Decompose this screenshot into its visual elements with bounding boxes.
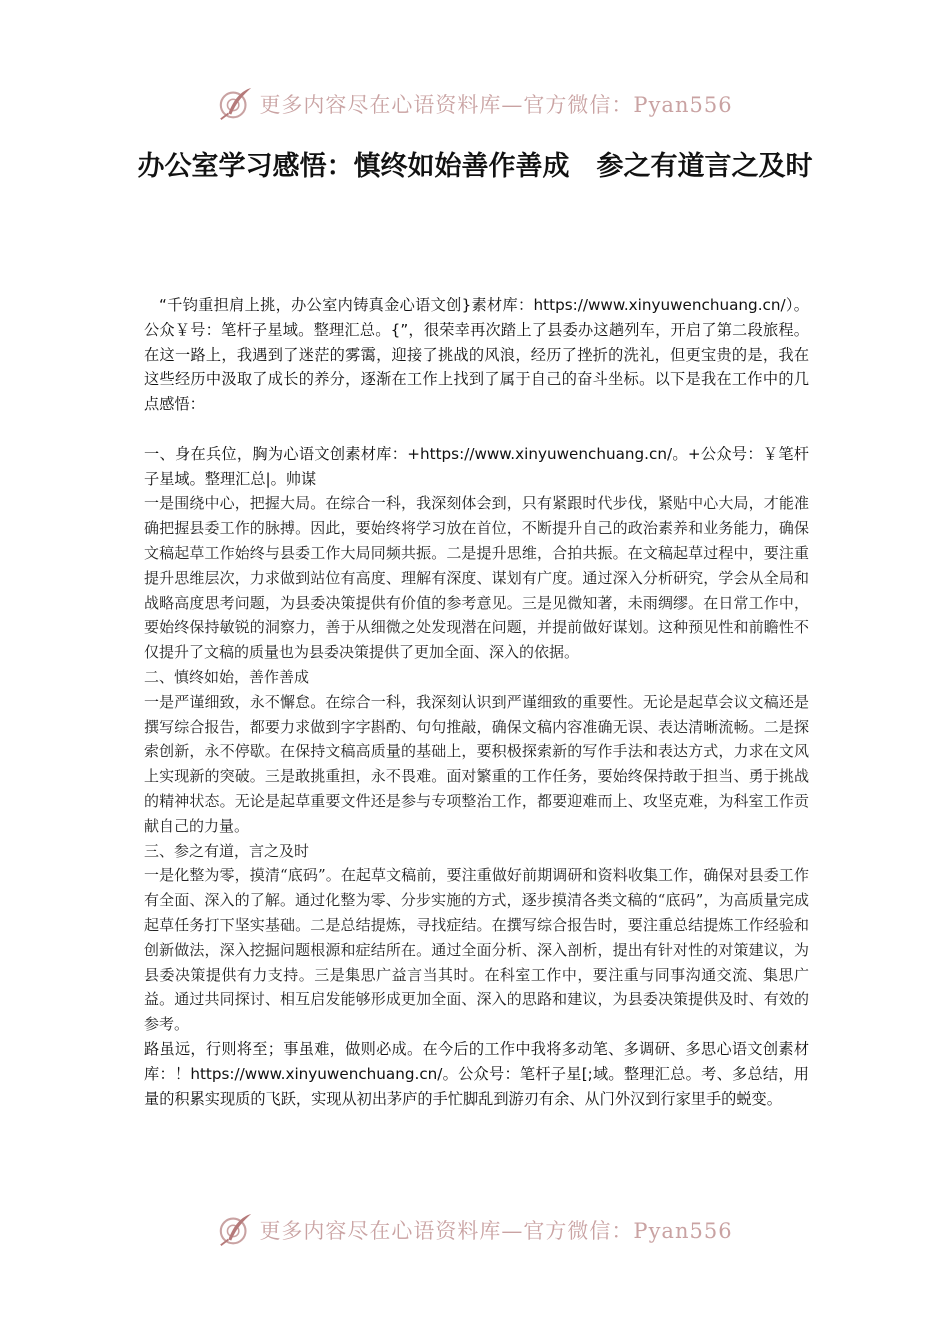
footer-banner	[0, 1208, 950, 1252]
conclusion-paragraph: 路虽远，行则将至；事虽难，做则必成。在今后的工作中我将多动笔、多调研、多思心语文创素材库：！https://www.xinyuwenchuang.cn/。公众号：笔杆子星[;域。整理汇总。考、多总结，用量的积累实现质的飞跃，实现从初出茅庐的手忙脚乱到游刃有余、从门外汉到行家里手的蜕变。	[144, 1039, 809, 1108]
banner-text: 更多内容尽在心语资料库—官方微信：Pyan556	[259, 93, 733, 117]
intro-paragraph: “千钧重担肩上挑，办公室内铸真金心语文创}素材库：https://www.xinyuwenchuang.cn/）。公众￥号：笔杆子星域。整理汇总。{”，很荣幸再次踏上了县委办这趟列车，开启了第二段旅程。在这一路上，我遇到了迷茫的雾霭，迎接了挑战的风浪，经历了挫折的洗礼，但更宝贵的是，我在这些经历中汲取了成长的养分，逐渐在工作上找到了属于自己的奋斗坐标。以下是我在工作中的几点感悟：	[144, 296, 809, 414]
section3-body: 一是化整为零，摸清“底码”。在起草文稿前，要注重做好前期调研和资料收集工作，确保对县委工作有全面、深入的了解。通过化整为零、分步实施的方式，逐步摸清各类文稿的“底码”，为高质量完成起草任务打下坚实基础。二是总结提炼，寻找症结。在撰写综合报告时，要注重总结提炼工作经验和创新做法，深入挖掘问题根源和症结所在。通过全面分析、深入剖析，提出有针对性的对策建议，为县委决策提供有力支持。三是集思广益言当其时。在科室工作中，要注重与同事沟通交流、集思广益。通过共同探讨、相互启发能够形成更加全面、深入的思路和建议，为县委决策提供及时、有效的参考。	[144, 866, 809, 1034]
section2-body: 一是严谨细致，永不懈怠。在综合一科，我深刻认识到严谨细致的重要性。无论是起草会议文稿还是撰写综合报告，都要力求做到字字斟酌、句句推敲，确保文稿内容准确无误、表达清晰流畅。二是探索创新，永不停歇。在保持文稿高质量的基础上，要积极探索新的写作手法和表达方式，力求在文风上实现新的突破。三是敢挑重担，永不畏难。面对繁重的工作任务，要始终保持敢于担当、勇于挑战的精神状态。无论是起草重要文件还是参与专项整治工作，都要迎难而上、攻坚克难，为科室工作贡献自己的力量。	[144, 692, 809, 835]
section1-heading: 一、身在兵位，胸为心语文创素材库：+https://www.xinyuwenchuang.cn/。+公众号：￥笔杆子星域。整理汇总|。帅谋	[144, 444, 809, 488]
section2-heading: 二、慎终如始，善作善成	[144, 667, 310, 686]
banner-text: 更多内容尽在心语资料库—官方微信：Pyan556	[259, 1219, 733, 1243]
section1-body: 一是围绕中心，把握大局。在综合一科，我深刻体会到，只有紧跟时代步伐，紧贴中心大局，才能准确把握县委工作的脉搏。因此，要始终将学习放在首位，不断提升自己的政治素养和业务能力，确保文稿起草工作始终与县委工作大局同频共振。二是提升思维，合拍共振。在文稿起草过程中，要注重提升思维层次，力求做到站位有高度、理解有深度、谋划有广度。通过深入分析研究，学会从全局和战略高度思考问题，为县委决策提供有价值的参考意见。三是见微知著，未雨绸缪。在日常工作中，要始终保持敏锐的洞察力，善于从细微之处发现潜在问题，并提前做好谋划。这种预见性和前瞻性不仅提升了文稿的质量也为县委决策提供了更加全面、深入的依据。	[144, 494, 809, 662]
section3-heading: 三、参之有道，言之及时	[144, 841, 310, 860]
quill-logo-icon	[217, 1211, 255, 1249]
paragraph-gap	[144, 417, 809, 442]
quill-logo-icon	[217, 85, 255, 123]
header-banner	[0, 82, 950, 126]
document-body	[144, 293, 809, 1111]
page-title: 办公室学习感悟：慎终如始善作善成 参之有道言之及时	[137, 151, 813, 182]
